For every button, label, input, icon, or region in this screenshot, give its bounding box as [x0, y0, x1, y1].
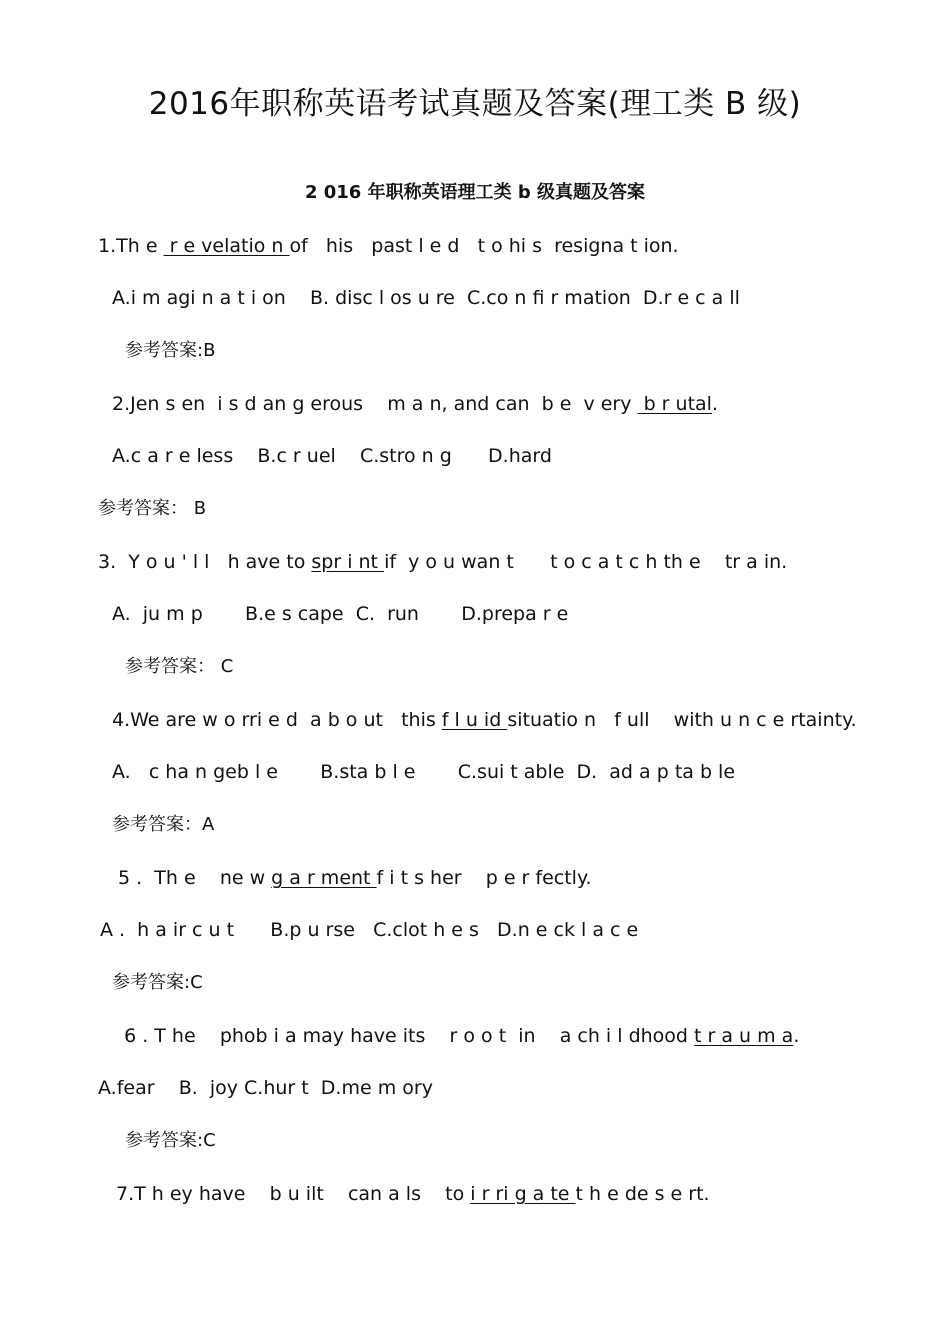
question-6-target-word: t r a u m a: [694, 1025, 794, 1047]
question-4-stem: [112, 707, 857, 733]
question-4-options: A. c ha n geb l e B.sta b l e C.sui t able D. ad a p ta b le: [112, 761, 736, 783]
question-1-answer: 参考答案:B: [125, 340, 216, 361]
question-6-stem-after: .: [793, 1025, 800, 1047]
question-6-stem-before: 6 . T he phob i a may have its r o o t in a ch i l dhood: [112, 1025, 695, 1047]
question-1-stem-before: 1.Th e: [98, 235, 164, 257]
question-6-answer: 参考答案:C: [125, 1130, 216, 1151]
question-6-options: A.fear B. joy C.hur t D.me m ory: [98, 1077, 433, 1099]
question-4-target-word: f l u id: [441, 709, 508, 731]
question-1-options: A.i m agi n a t i on B. disc l os u re C.co n fi r mation D.r e c a ll: [112, 287, 740, 309]
page-title: 2016年职称英语考试真题及答案(理工类 B 级): [148, 86, 802, 122]
question-5-stem: [112, 865, 592, 891]
question-4-answer: 参考答案：A: [112, 814, 215, 835]
question-2-options: A.c a r e less B.c r uel C.stro n g D.hard: [112, 445, 552, 467]
question-7-stem-after: t h e de s e rt.: [575, 1183, 710, 1205]
question-4-stem-after: situatio n f ull with u n c e rtainty.: [507, 709, 857, 731]
question-3-stem: [98, 549, 787, 575]
question-2-target-word: b r utal: [637, 393, 712, 415]
question-2-answer: 参考答案： B: [98, 498, 207, 519]
question-3-options: A. ju m p B.e s cape C. run D.prepa r e: [112, 603, 569, 625]
question-3-stem-before: 3. Y o u ' l l h ave to: [98, 551, 312, 573]
document-subtitle: 2 016 年职称英语理工类 b 级真题及答案: [304, 182, 646, 203]
question-5-target-word: g a r ment: [271, 867, 377, 889]
question-7-stem: [116, 1181, 710, 1207]
question-1-stem-after: of his past l e d t o hi s resigna t ion.: [289, 235, 679, 257]
question-2-stem-after: .: [711, 393, 718, 415]
question-3-answer: 参考答案： C: [125, 656, 234, 677]
question-6-stem: [112, 1023, 799, 1049]
question-5-options: A . h a ir c u t B.p u rse C.clot h e s D.n e ck l a c e: [100, 919, 639, 941]
question-3-stem-after: if y o u wan t t o c a t c h th e tr a in.: [384, 551, 788, 573]
question-7-target-word: i r ri g a te: [470, 1183, 576, 1205]
question-5-answer: 参考答案:C: [112, 972, 203, 993]
question-7-stem-before: 7.T h ey have b u ilt can a ls to: [116, 1183, 471, 1205]
question-2-stem: [112, 391, 718, 417]
question-4-stem-before: 4.We are w o rri e d a b o ut this: [112, 709, 442, 731]
question-2-stem-before: 2.Jen s en i s d an g erous m a n, and can b e v ery: [112, 393, 638, 415]
question-5-stem-before: 5 . Th e ne w: [112, 867, 272, 889]
question-1-target-word: r e velatio n: [163, 235, 290, 257]
question-5-stem-after: f i t s her p e r fectly.: [376, 867, 592, 889]
question-3-target-word: spr i nt: [311, 551, 385, 573]
question-1-stem: [98, 233, 679, 259]
